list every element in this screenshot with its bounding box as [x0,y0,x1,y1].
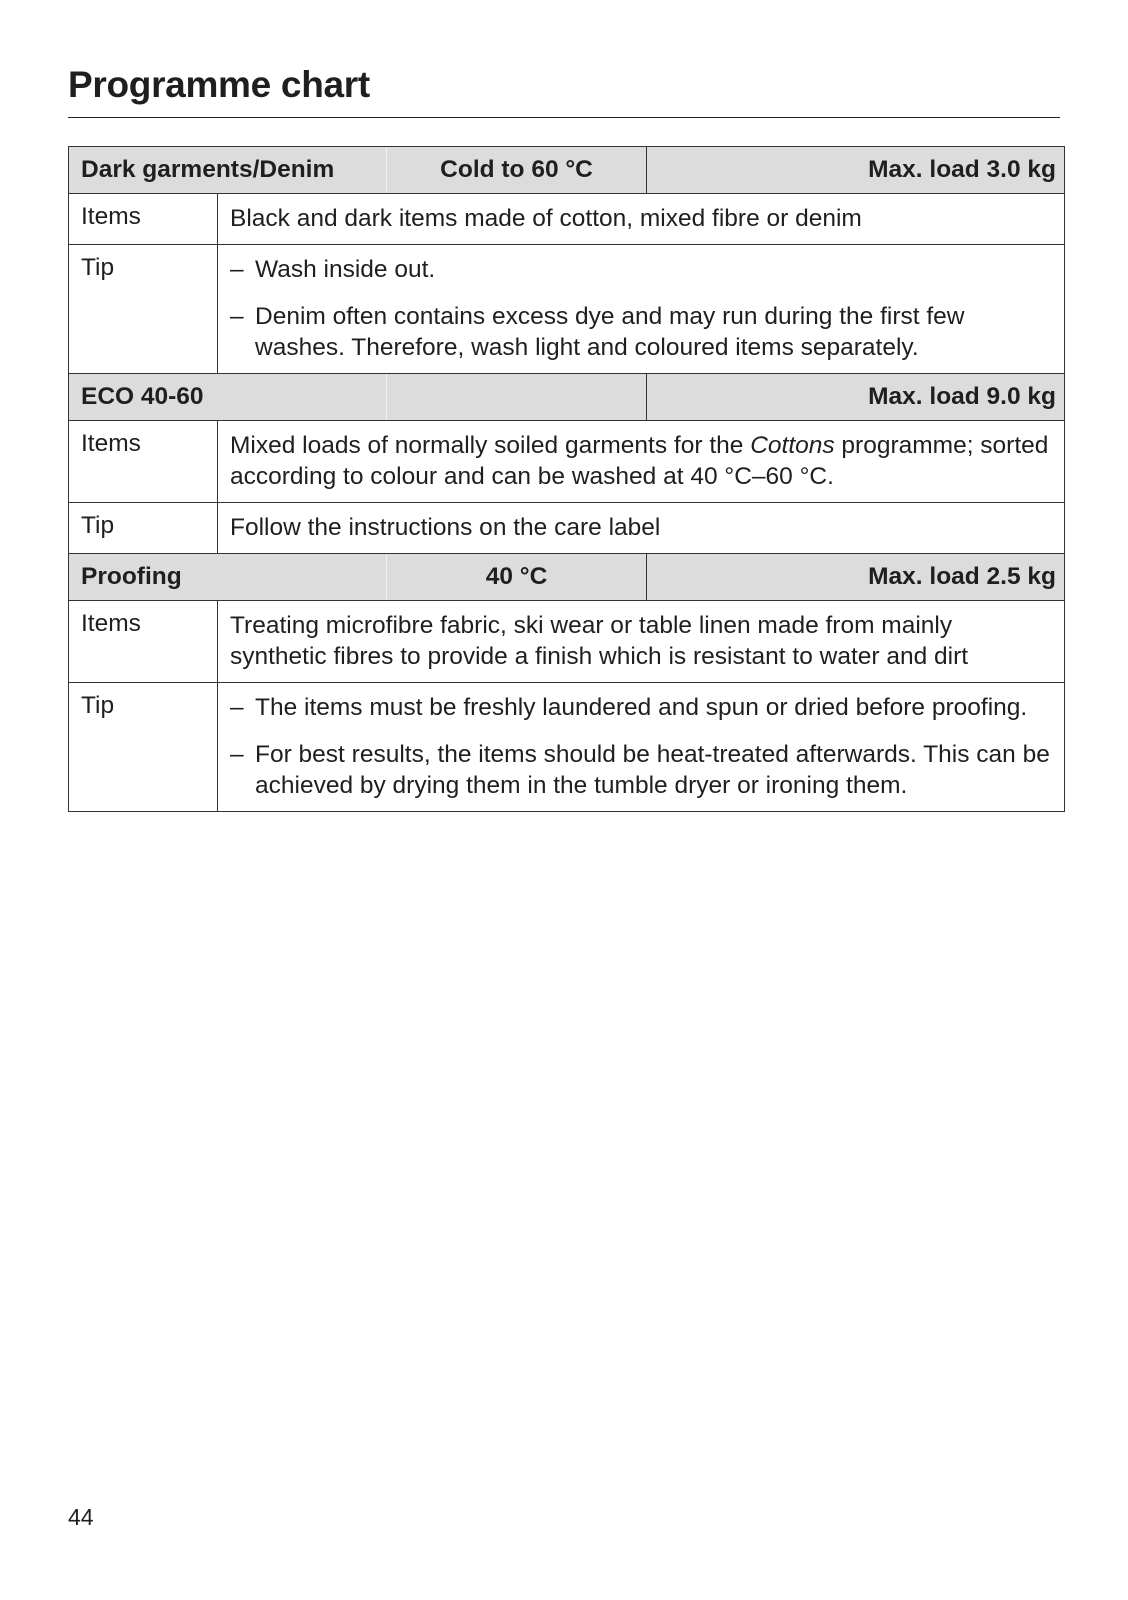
items-text [218,421,1065,503]
programme-temperature: Cold to 60 °C [387,147,647,194]
items-label: Items [69,421,218,503]
programme-reference: Cottons [750,432,835,459]
programme-temperature: 40 °C [387,554,647,601]
items-text: Black and dark items made of cotton, mixed fibre or denim [218,194,1065,245]
title-divider [68,117,1060,118]
programme-max-load: Max. load 2.5 kg [647,554,1065,601]
tip-label: Tip [69,683,218,812]
items-text-end: programme; sorted according to colour and can be washed at 40 °C–60 °C. [230,432,1049,490]
items-row [69,194,1065,245]
tip-text [218,245,1065,374]
programme-table [68,146,1065,812]
programme-header-row [69,374,1065,421]
programme-header-row [69,147,1065,194]
programme-max-load: Max. load 3.0 kg [647,147,1065,194]
programme-name: Dark garments/Denim [69,147,387,194]
items-row [69,421,1065,503]
tip-row [69,245,1065,374]
page-title: Programme chart [68,64,370,105]
items-text-start: Mixed loads of normally soiled garments for the [230,432,751,459]
items-text: Treating microfibre fabric, ski wear or table linen made from mainly synthetic fibres to provide a finish which is resistant to water and dirt [218,601,1065,683]
items-label: Items [69,601,218,683]
tip-label: Tip [69,503,218,554]
tip-list [230,692,1054,801]
page-number: 44 [68,1504,94,1530]
tip-item: – Denim often contains excess dye and may run during the first few washes. Therefore, wash light and coloured items separately. [230,301,1054,363]
programme-max-load: Max. load 9.0 kg [647,374,1065,421]
tip-item: – The items must be freshly laundered and spun or dried before proofing. [230,692,1054,723]
programme-name: ECO 40-60 [69,374,387,421]
tip-row [69,683,1065,812]
items-row [69,601,1065,683]
tip-item: – For best results, the items should be heat-treated afterwards. This can be achieved by drying them in the tumble dryer or ironing them. [230,739,1054,801]
programme-temperature [387,374,647,421]
programme-name: Proofing [69,554,387,601]
items-label: Items [69,194,218,245]
tip-text [218,683,1065,812]
tip-text: Follow the instructions on the care label [218,503,1065,554]
tip-row [69,503,1065,554]
tip-label: Tip [69,245,218,374]
tip-list [230,254,1054,363]
tip-item: – Wash inside out. [230,254,1054,285]
programme-header-row [69,554,1065,601]
